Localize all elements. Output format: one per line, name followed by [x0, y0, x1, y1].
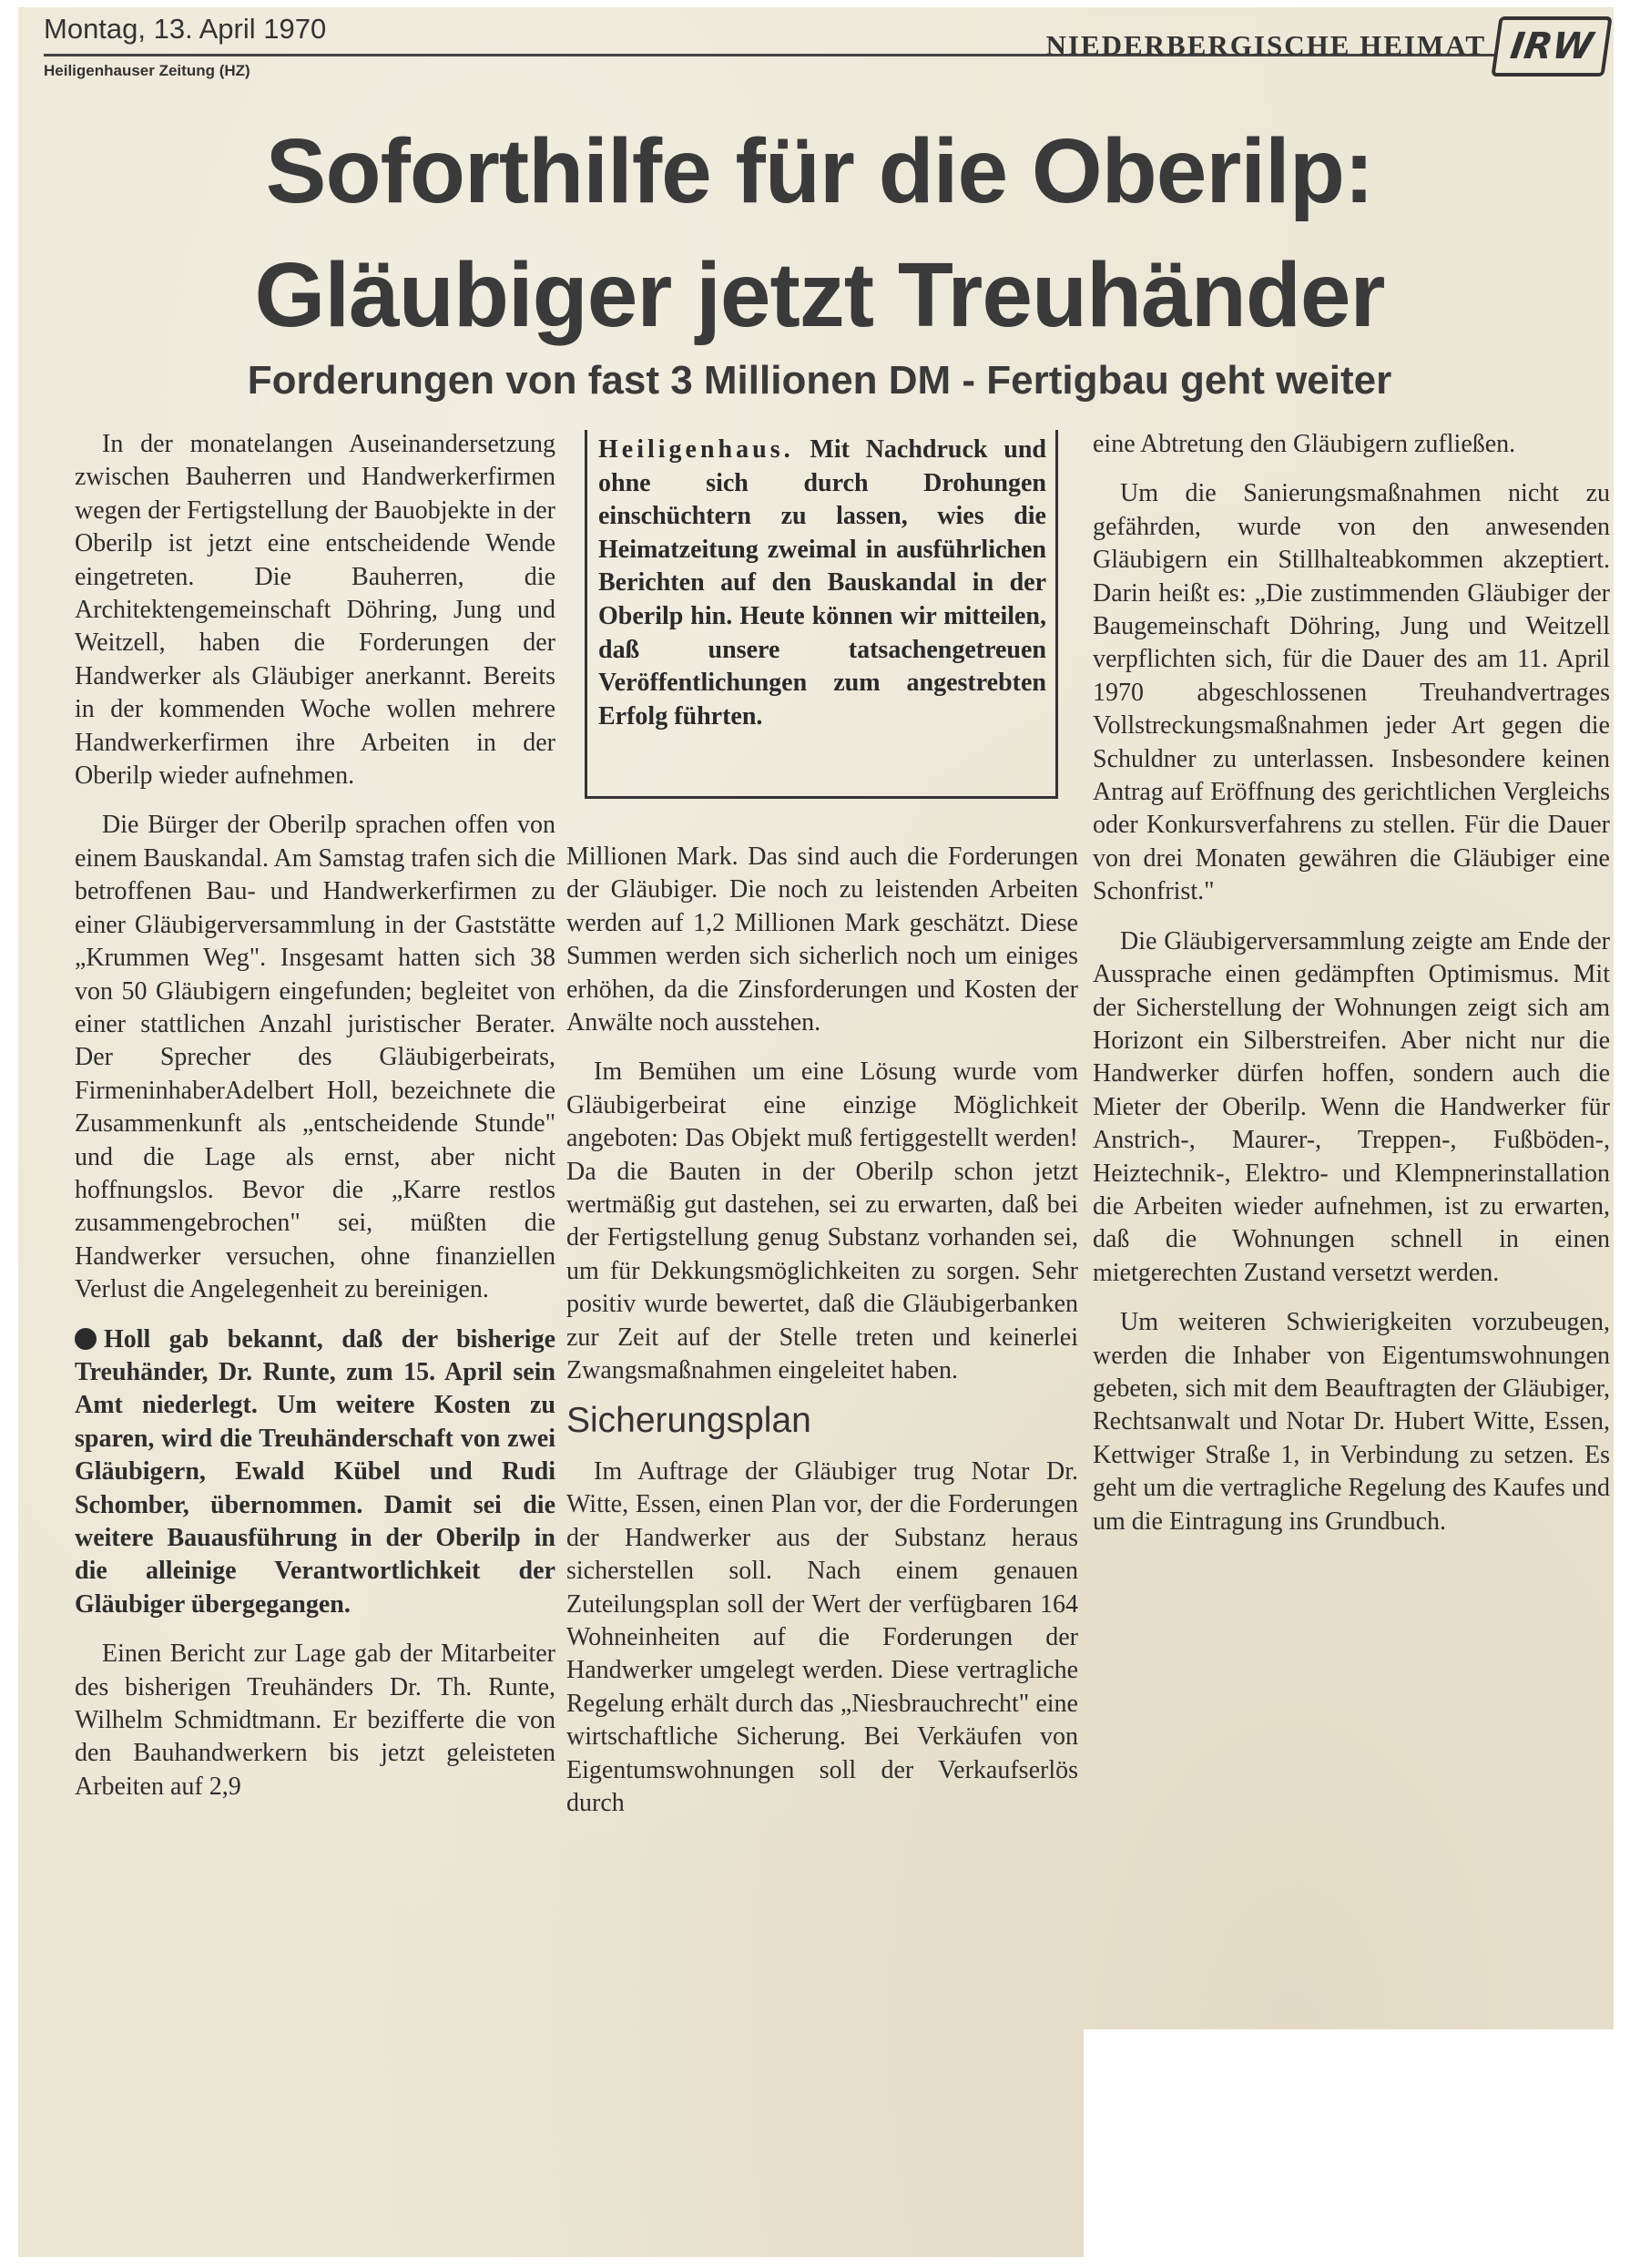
page-margin — [0, 2257, 1630, 2268]
headline-line-2: Gläubiger jetzt Treuhänder — [254, 244, 1385, 346]
column-1 — [75, 428, 555, 1820]
newspaper-clipping — [18, 7, 1614, 2257]
headline-line-1: Soforthilfe für die Oberilp: — [265, 120, 1374, 222]
bold-paragraph — [75, 1323, 555, 1622]
paragraph: In der monatelangen Auseinandersetzung zwischen Bauherren und Handwerkerfirmen wegen der Fertigstellung der Bauobjekte in der Oberilp ist jetzt eine entscheidende Wende eingetreten. Die Bauherren, die Architektengemeinschaft Döhring, Jung und Weitzell, haben die Forderungen der Handwerker als Gläubiger anerkannt. Bereits in der kommenden Woche wollen mehrere Handwerkerfirmen ihre Arbeiten in der Oberilp wieder aufnehmen. — [75, 430, 555, 791]
subheadline: Forderungen von fast 3 Millionen DM - Fertigbau geht weiter — [247, 358, 1392, 403]
paragraph: Im Bemühen um eine Lösung wurde vom Gläubigerbeirat eine einzige Möglichkeit angeboten: Das Objekt muß fertiggestellt werden! Da die Bauten in der Oberilp schon jetzt wertmäßig gut dastehen, sei zu erwarten, daß bei der Fertigstellung genug Substanz vorhanden sei, um für Dekkungsmöglichkeiten zu sorgen. Sehr positiv wurde bewertet, daß die Gläubigerbanken zur Zeit auf der Stelle treten und keinerlei Zwangsmaßnahmen eingeleitet haben. — [566, 1057, 1078, 1385]
paragraph: Um weiteren Schwierigkeiten vorzubeugen, werden die Inhaber von Eigentumswohnungen gebeten, sich mit dem Beauftragten der Gläubiger, Rechtsanwalt und Notar Dr. Hubert Witte, Essen, Kettwiger Straße 1, in Verbindung zu setzen. Es geht um die vertragliche Regelung des Kaufes und um die Eintragung ins Grundbuch. — [1093, 1308, 1610, 1536]
paragraph: Die Gläubigerversammlung zeigte am Ende der Aussprache einen gedämpften Optimismus. Mit der Sicherstellung der Wohnungen zeigt sich am Horizont ein Silberstreifen. Aber nicht nur die Handwerker dürfen hoffen, sondern auch die Mieter der Oberilp. Wenn die Handwerker für Anstrich-, Maurer-, Treppen-, Fußböden-, Heiztechnik-, Elektro- und Klempnerinstallation die Arbeiten wieder aufnehmen, ist zu erwarten, daß die Wohnungen schnell in einen mietgerechten Zustand versetzt werden. — [1093, 926, 1610, 1287]
paragraph: eine Abtretung den Gläubigern zufließen. — [1093, 430, 1516, 458]
dateline: Montag, 13. April 1970 — [44, 13, 327, 45]
bullet-icon — [75, 1328, 97, 1350]
torn-corner — [1084, 2029, 1614, 2268]
paragraph: Millionen Mark. Das sind auch die Forderungen der Gläubiger. Die noch zu leistenden Arbeiten werden auf 1,2 Millionen Mark geschätzt. Diese Summen werden sich sicherlich noch um einiges erhöhen, da die Zinsforderungen und Kosten der Anwälte noch ausstehen. — [566, 843, 1078, 1037]
editorial-box-text — [598, 434, 1046, 733]
column-2 — [566, 841, 1078, 1836]
box-place: Heiligenhaus. — [598, 435, 794, 464]
column-3 — [1093, 428, 1610, 1555]
paragraph: Die Bürger der Oberilp sprachen offen von einem Bauskandal. Am Samstag trafen sich die betroffenen Bau- und Handwerkerfirmen zu einer Gläubigerversammlung in der Gaststätte „Krummen Weg". Insgesamt hatten sich 38 von 50 Gläubigern eingefunden; begleitet von einer stattlichen Anzahl juristischer Berater. Der Sprecher des Gläubigerbeirats, FirmeninhaberAdelbert Holl, bezeichnete die Zusammenkunft als „entscheidende Stunde" und die Lage als ernst, aber nicht hoffnungslos. Bevor die „Karre restlos zusammengebrochen" sei, müßten die Handwerker versuchen, ohne finanziellen Verlust die Angelegenheit zu bereinigen. — [75, 811, 555, 1304]
paragraph: Um die Sanierungsmaßnahmen nicht zu gefährden, wurde von den anwesenden Gläubigern ein Stillhalteabkommen akzeptiert. Darin heißt es: „Die zustimmenden Gläubiger der Baugemeinschaft Döhring, Jung und Weitzell verpflichten sich, für die Dauer des am 11. April 1970 abgeschlossenen Treuhandvertrages Vollstreckungsmaßnahmen jeder Art gegen die Schuldner zu unterlassen. Insbesondere keinen Antrag auf Eröffnung des gerichtlichen Vergleichs oder Konkursverfahrens zu stellen. Für die Dauer von drei Monaten gewähren die Gläubiger eine Schonfrist." — [1093, 479, 1610, 906]
publisher-logo: IRW — [1491, 16, 1612, 77]
newspaper-name: Heiligenhauser Zeitung (HZ) — [44, 62, 250, 79]
section-subtitle: Sicherungsplan — [566, 1400, 811, 1440]
paragraph: Einen Bericht zur Lage gab der Mitarbeiter des bisherigen Treuhänders Dr. Th. Runte, Wilhelm Schmidtmann. Er bezifferte die von den Bauhandwerkern bis jetzt geleisteten Arbeiten auf 2,9 — [75, 1640, 555, 1801]
bold-paragraph-text: Holl gab bekannt, daß der bisherige Treuhänder, Dr. Runte, zum 15. April sein Amt niederlegt. Um weitere Kosten zu sparen, wird die Treuhänderschaft von zwei Gläubigern, Ewald Kübel und Rudi Schomber, übernommen. Damit sei die weitere Bauausführung in der Oberilp in die alleinige Verantwortlichkeit der Gläubiger übergegangen. — [75, 1324, 555, 1619]
paragraph: Im Auftrage der Gläubiger trug Notar Dr. Witte, Essen, einen Plan vor, der die Forderungen der Handwerker aus der Substanz heraus sicherstellen soll. Nach einem genauen Zuteilungsplan soll der Wert der verfügbaren 164 Wohneinheiten auf die Forderungen der Handwerker umgelegt werden. Diese vertragliche Regelung erhält durch das „Niesbrauchrecht" eine wirtschaftliche Sicherung. Bei Verkäufen von Eigentumswohnungen soll der Verkaufserlös durch — [566, 1456, 1078, 1817]
section-title: NIEDERBERGISCHE HEIMAT — [1045, 29, 1486, 61]
editorial-box — [585, 430, 1058, 799]
box-body: Mit Nachdruck und ohne sich durch Drohungen einschüchtern zu lassen, wies die Heimatzeitung zweimal in ausführlichen Berichten auf den Bauskandal in der Oberilp hin. Heute können wir mitteilen, daß unsere tatsachengetreuen Veröffentlichungen zum angestrebten Erfolg führten. — [598, 435, 1047, 730]
